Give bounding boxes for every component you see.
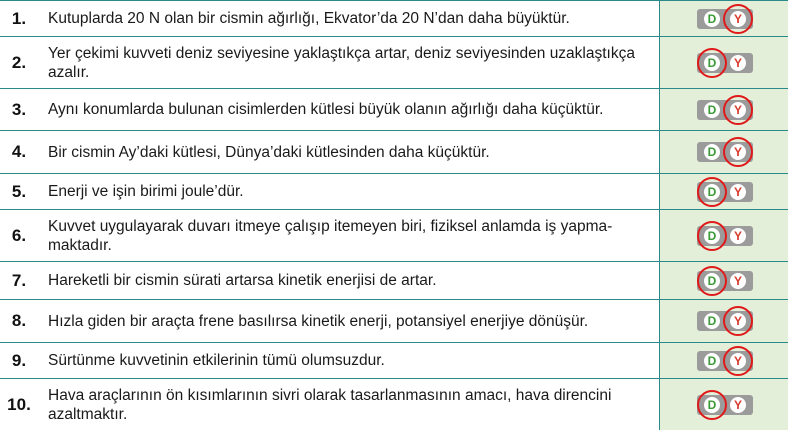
question-text: Hareketli bir cismin sürati artarsa kinetik enerjisi de artar. (38, 262, 660, 299)
selected-answer-circle (697, 48, 727, 78)
question-number: 1. (0, 1, 39, 36)
false-option[interactable]: Y (730, 353, 746, 369)
question-number: 3. (0, 89, 39, 130)
selected-answer-circle (723, 137, 753, 167)
answer-cell (660, 1, 788, 36)
question-number: 9. (0, 343, 39, 378)
true-option[interactable]: D (704, 55, 720, 71)
question-text: Aynı konumlarda bulunan cisimlerden kütlesi büyük olanın ağırlığı daha küçüktür. (38, 89, 660, 130)
false-option[interactable]: Y (730, 55, 746, 71)
table-row (0, 262, 788, 300)
question-number: 5. (0, 174, 39, 209)
answer-cell (660, 37, 788, 88)
false-option[interactable]: Y (730, 273, 746, 289)
false-option[interactable]: Y (730, 102, 746, 118)
false-option[interactable]: Y (730, 184, 746, 200)
answer-cell (660, 343, 788, 378)
question-text: Yer çekimi kuvveti deniz seviyesine yaklaştıkça artar, deniz seviyesinden uzaklaştıkça azalır. (38, 37, 660, 88)
answer-cell (660, 210, 788, 261)
answer-cell (660, 89, 788, 130)
question-number: 8. (0, 300, 39, 342)
true-option[interactable]: D (704, 144, 720, 160)
table-row (0, 343, 788, 379)
table-row (0, 300, 788, 343)
false-option[interactable]: Y (730, 144, 746, 160)
true-option[interactable]: D (704, 313, 720, 329)
true-option[interactable]: D (704, 11, 720, 27)
true-option[interactable]: D (704, 397, 720, 413)
true-option[interactable]: D (704, 353, 720, 369)
question-number: 6. (0, 210, 39, 261)
answer-cell (660, 379, 788, 430)
selected-answer-circle (723, 4, 753, 34)
false-option[interactable]: Y (730, 313, 746, 329)
question-number: 7. (0, 262, 39, 299)
selected-answer-circle (723, 95, 753, 125)
question-text: Hava araçlarının ön kısımlarının sivri olarak tasarlanmasının amacı, hava direncini azaltmaktır. (38, 379, 660, 430)
selected-answer-circle (697, 177, 727, 207)
question-number: 10. (0, 379, 39, 430)
question-text: Bir cismin Ay’daki kütlesi, Dünya’daki kütlesinden daha küçüktür. (38, 131, 660, 173)
table-row (0, 89, 788, 131)
selected-answer-circle (697, 390, 727, 420)
table-row (0, 174, 788, 210)
table-row (0, 131, 788, 174)
question-text: Enerji ve işin birimi joule’dür. (38, 174, 660, 209)
false-option[interactable]: Y (730, 11, 746, 27)
question-text: Kuvvet uygulayarak duvarı itmeye çalışıp itemeyen biri, fiziksel anlamda iş yapmamaktadır. (38, 210, 660, 261)
answer-cell (660, 131, 788, 173)
answer-cell (660, 174, 788, 209)
false-option[interactable]: Y (730, 397, 746, 413)
question-text: Kutuplarda 20 N olan bir cismin ağırlığı, Ekvator’da 20 N’dan daha büyüktür. (38, 1, 660, 36)
true-option[interactable]: D (704, 273, 720, 289)
false-option[interactable]: Y (730, 228, 746, 244)
table-row (0, 210, 788, 262)
table-row (0, 379, 788, 430)
answer-cell (660, 300, 788, 342)
question-text: Sürtünme kuvvetinin etkilerinin tümü olumsuzdur. (38, 343, 660, 378)
question-number: 2. (0, 37, 39, 88)
selected-answer-circle (723, 306, 753, 336)
selected-answer-circle (697, 221, 727, 251)
true-option[interactable]: D (704, 184, 720, 200)
true-option[interactable]: D (704, 228, 720, 244)
selected-answer-circle (697, 266, 727, 296)
table-row (0, 37, 788, 89)
selected-answer-circle (723, 346, 753, 376)
question-text: Hızla giden bir araçta frene basılırsa kinetik enerji, potansiyel enerjiye dönüşür. (38, 300, 660, 342)
answer-cell (660, 262, 788, 299)
true-option[interactable]: D (704, 102, 720, 118)
table-row (0, 1, 788, 37)
question-number: 4. (0, 131, 39, 173)
